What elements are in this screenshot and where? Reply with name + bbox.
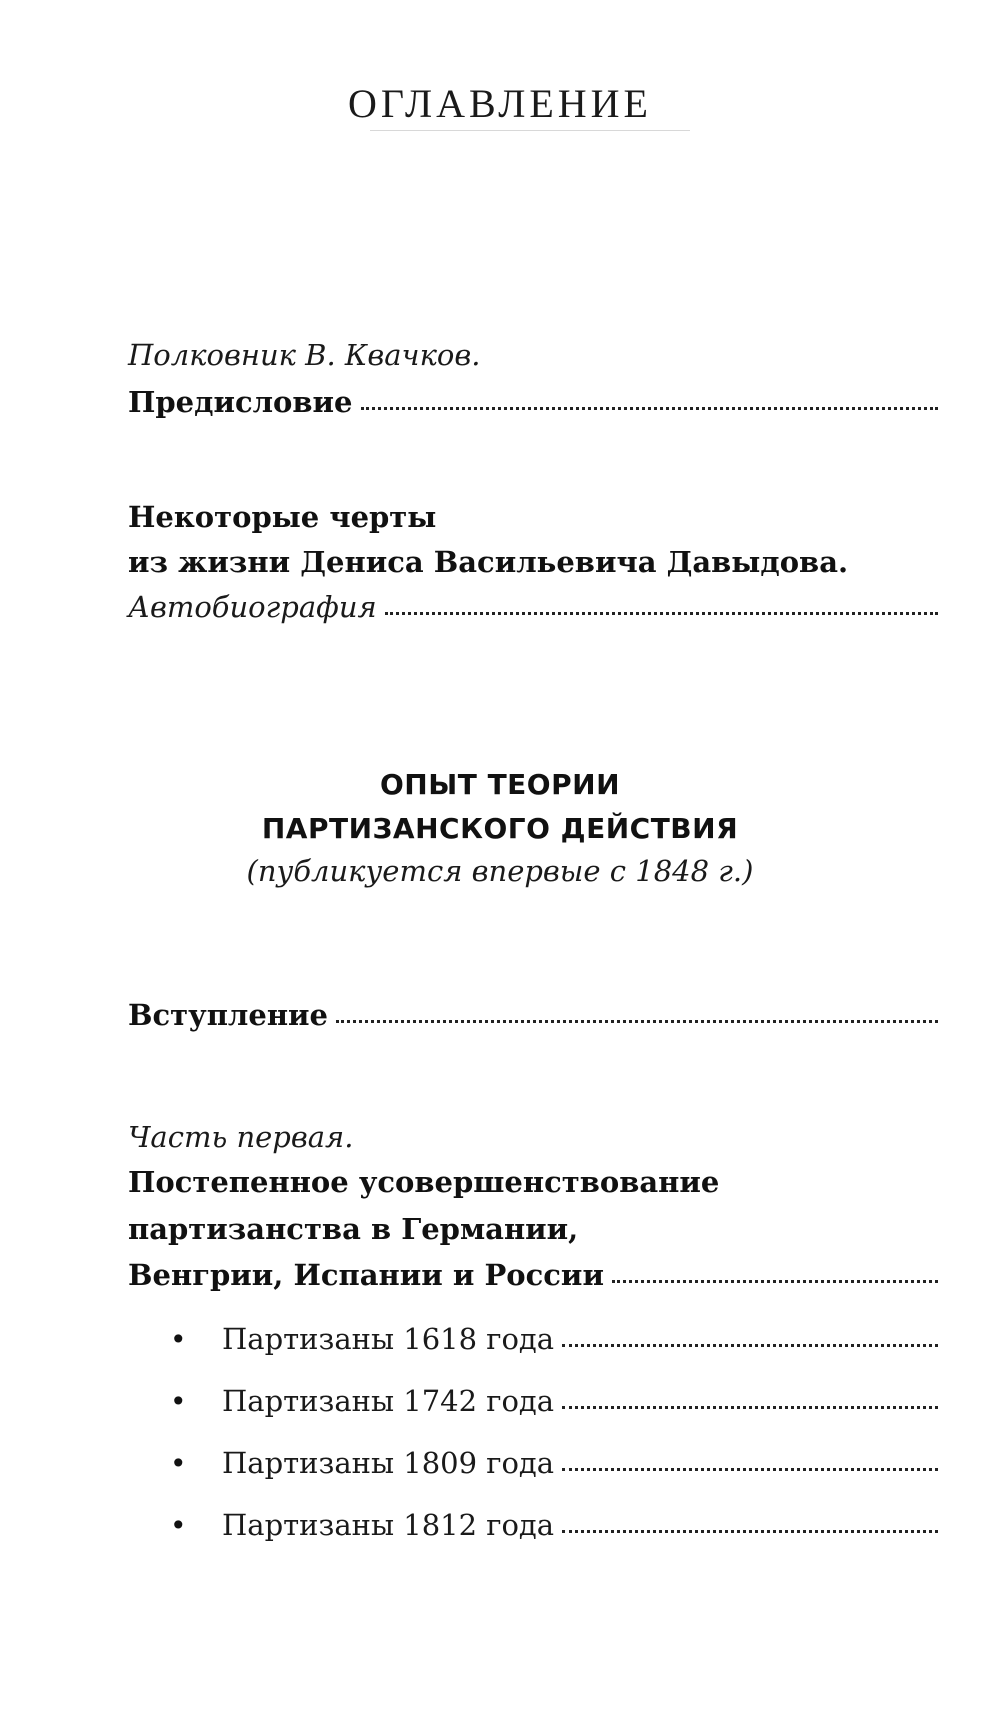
dot-leader (562, 1402, 938, 1409)
toc-subentry-title: Партизаны 1812 года (222, 1508, 555, 1542)
dot-leader (562, 1464, 938, 1471)
part-one-label: Часть первая. (128, 1120, 354, 1154)
toc-entry-title: Вступление (128, 998, 329, 1032)
dot-leader (385, 608, 938, 615)
part-one-title-line2: партизанства в Германии, (128, 1212, 579, 1246)
toc-entry-title: Венгрии, Испании и России (128, 1258, 604, 1292)
section-heading-line2: ПАРТИЗАНСКОГО ДЕЙСТВИЯ (261, 812, 739, 845)
toc-subentry[interactable] (170, 1508, 938, 1542)
section-heading-line1: ОПЫТ ТЕОРИИ (379, 768, 620, 801)
autobio-title-line1: Некоторые черты (128, 500, 437, 534)
page-title: ОГЛАВЛЕНИЕ (348, 81, 652, 126)
toc-subentry-title: Партизаны 1742 года (222, 1384, 555, 1418)
toc-subentry[interactable] (170, 1446, 938, 1480)
toc-subentry[interactable] (170, 1322, 938, 1356)
toc-subentry-title: Партизаны 1618 года (222, 1322, 555, 1356)
autobio-title-line2: из жизни Дениса Васильевича Давыдова. (128, 545, 849, 579)
dot-leader (562, 1340, 938, 1347)
bullet-icon: • (170, 1509, 187, 1542)
bullet-icon: • (170, 1385, 187, 1418)
part-one-title-line1: Постепенное усовершенствование (128, 1165, 720, 1199)
toc-entry-title: Предисловие (128, 385, 353, 419)
dot-leader (562, 1526, 938, 1533)
title-divider (370, 130, 690, 131)
dot-leader (612, 1276, 938, 1283)
dot-leader (361, 403, 938, 410)
toc-entry-part-one[interactable] (128, 1258, 938, 1292)
dot-leader (336, 1016, 938, 1023)
toc-subentry[interactable] (170, 1384, 938, 1418)
preface-author: Полковник В. Квачков. (128, 338, 481, 372)
toc-entry-autobiography[interactable] (128, 590, 938, 624)
toc-entry-preface[interactable] (128, 385, 938, 419)
toc-subentry-title: Партизаны 1809 года (222, 1446, 555, 1480)
bullet-icon: • (170, 1447, 187, 1480)
section-note: (публикуется впервые с 1848 г.) (246, 854, 754, 888)
toc-entry-title: Автобиография (128, 590, 377, 624)
toc-entry-introduction[interactable] (128, 998, 938, 1032)
bullet-icon: • (170, 1323, 187, 1356)
